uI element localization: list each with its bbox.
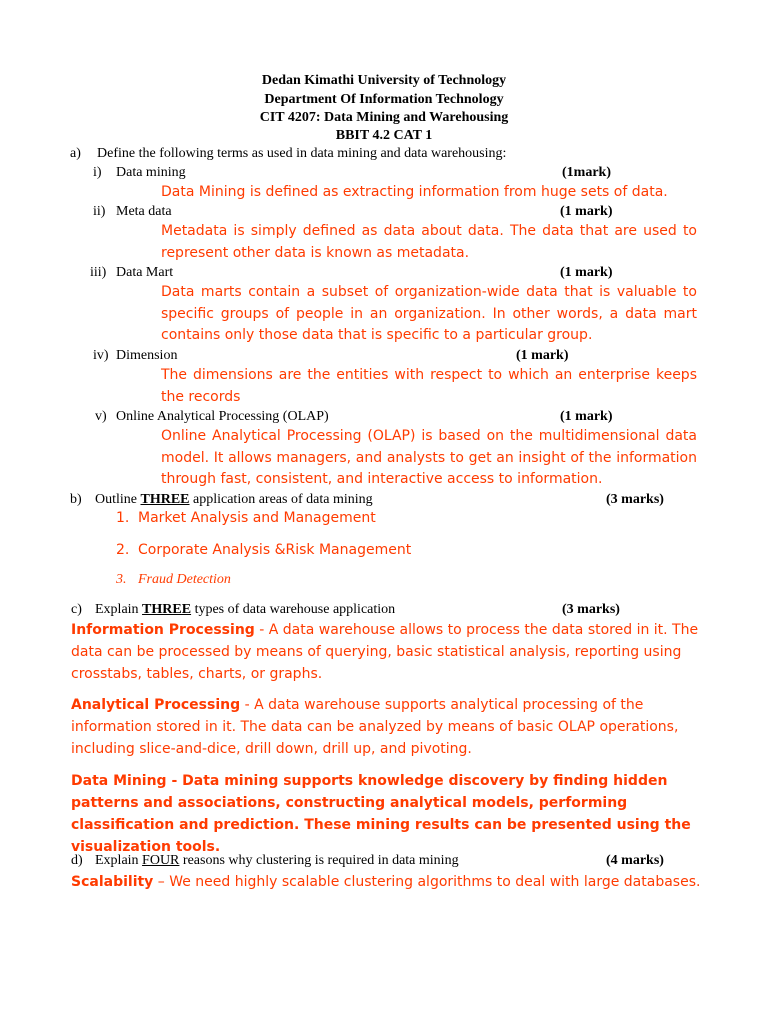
answer-paragraph xyxy=(71,871,701,893)
list-item-number: 2. xyxy=(116,542,130,558)
question-a-text: Define the following terms as used in data mining and data warehousing: xyxy=(97,146,507,161)
item-number: iii) xyxy=(90,265,107,280)
question-a-label: a) xyxy=(70,146,81,161)
answer-body: - A data warehouse allows to process the data stored in it. The data can be processed by means of querying, basic statistical analysis, reporting using crosstabs, tables, charts, or graphs. xyxy=(71,622,699,682)
answer-paragraph xyxy=(71,694,701,760)
term-label: Online Analytical Processing (OLAP) xyxy=(116,409,329,424)
question-c-emphasis: THREE xyxy=(142,602,192,617)
answer-text: Data marts contain a subset of organization-wide data that is valuable to specific groups of people in an organization. In other words, a data mart contains only those data that is specific to a particular group. xyxy=(161,284,697,343)
course-title: CIT 4207: Data Mining and Warehousing xyxy=(259,110,509,125)
term-label: Data mining xyxy=(116,165,186,180)
answer-text: Metadata is simply defined as data about data. The data that are used to represent other data is known as metadata. xyxy=(161,223,697,261)
question-c-post: types of data warehouse application xyxy=(194,602,396,617)
answer-text: The dimensions are the entities with respect to which an enterprise keeps the records xyxy=(161,367,697,405)
item-number: v) xyxy=(95,409,107,424)
question-c-pre: Explain xyxy=(95,602,139,617)
list-item-number: 3. xyxy=(116,572,127,587)
term-label: Dimension xyxy=(116,348,178,363)
university-title: Dedan Kimathi University of Technology xyxy=(261,73,507,88)
question-c-text xyxy=(95,602,395,618)
list-item-number: 1. xyxy=(116,510,130,526)
question-b-label: b) xyxy=(70,492,82,507)
item-number: iv) xyxy=(93,348,109,363)
question-b-pre: Outline xyxy=(95,492,137,507)
marks-label: (3 marks) xyxy=(562,602,620,617)
answer-body: - A data warehouse supports analytical processing of the information stored in it. The data can be analyzed by means of basic OLAP operations, including slice-and-dice, drill down, drill up, and pivoting. xyxy=(71,697,679,757)
list-item: Fraud Detection xyxy=(138,572,231,587)
answer-paragraph xyxy=(71,619,701,685)
question-b-post: application areas of data mining xyxy=(193,492,373,507)
question-d-post: reasons why clustering is required in data mining xyxy=(182,853,459,868)
marks-label: (1 mark) xyxy=(560,204,613,219)
item-number: i) xyxy=(93,165,102,180)
answer-text: Data Mining is defined as extracting information from huge sets of data. xyxy=(161,184,668,200)
marks-label: (3 marks) xyxy=(606,492,664,507)
term-label: Data Mart xyxy=(116,265,174,280)
marks-label: (4 marks) xyxy=(606,853,664,868)
answer-heading: Information Processing xyxy=(71,622,255,638)
answer-text: Online Analytical Processing (OLAP) is based on the multidimensional data model. It allows managers, and analysts to get an insight of the information through fast, consistent, and interactive access to information. xyxy=(161,428,697,487)
marks-label: (1mark) xyxy=(562,165,611,180)
answer-heading: Analytical Processing xyxy=(71,697,241,713)
marks-label: (1 mark) xyxy=(516,348,569,363)
list-item: Market Analysis and Management xyxy=(138,510,376,526)
question-d-pre: Explain xyxy=(95,853,139,868)
question-b-text xyxy=(95,492,373,508)
answer-body: – We need highly scalable clustering algorithms to deal with large databases. xyxy=(153,874,701,890)
list-item: Corporate Analysis &Risk Management xyxy=(138,542,412,558)
question-b-emphasis: THREE xyxy=(140,492,190,507)
item-number: ii) xyxy=(93,204,106,219)
marks-label: (1 mark) xyxy=(560,265,613,280)
cat-title: BBIT 4.2 CAT 1 xyxy=(335,128,433,143)
question-d-emphasis: FOUR xyxy=(142,853,180,868)
question-c-label: c) xyxy=(71,602,82,617)
question-d-label: d) xyxy=(71,853,83,868)
answer-heading: Scalability xyxy=(71,874,154,890)
term-label: Meta data xyxy=(116,204,172,219)
department-title: Department Of Information Technology xyxy=(264,92,504,107)
marks-label: (1 mark) xyxy=(560,409,613,424)
question-d-text xyxy=(95,853,459,869)
answer-paragraph: Data Mining - Data mining supports knowledge discovery by finding hidden patterns and associations, constructing analytical models, performing classification and prediction. These mining results can be presented using the visualization tools. xyxy=(71,773,691,855)
